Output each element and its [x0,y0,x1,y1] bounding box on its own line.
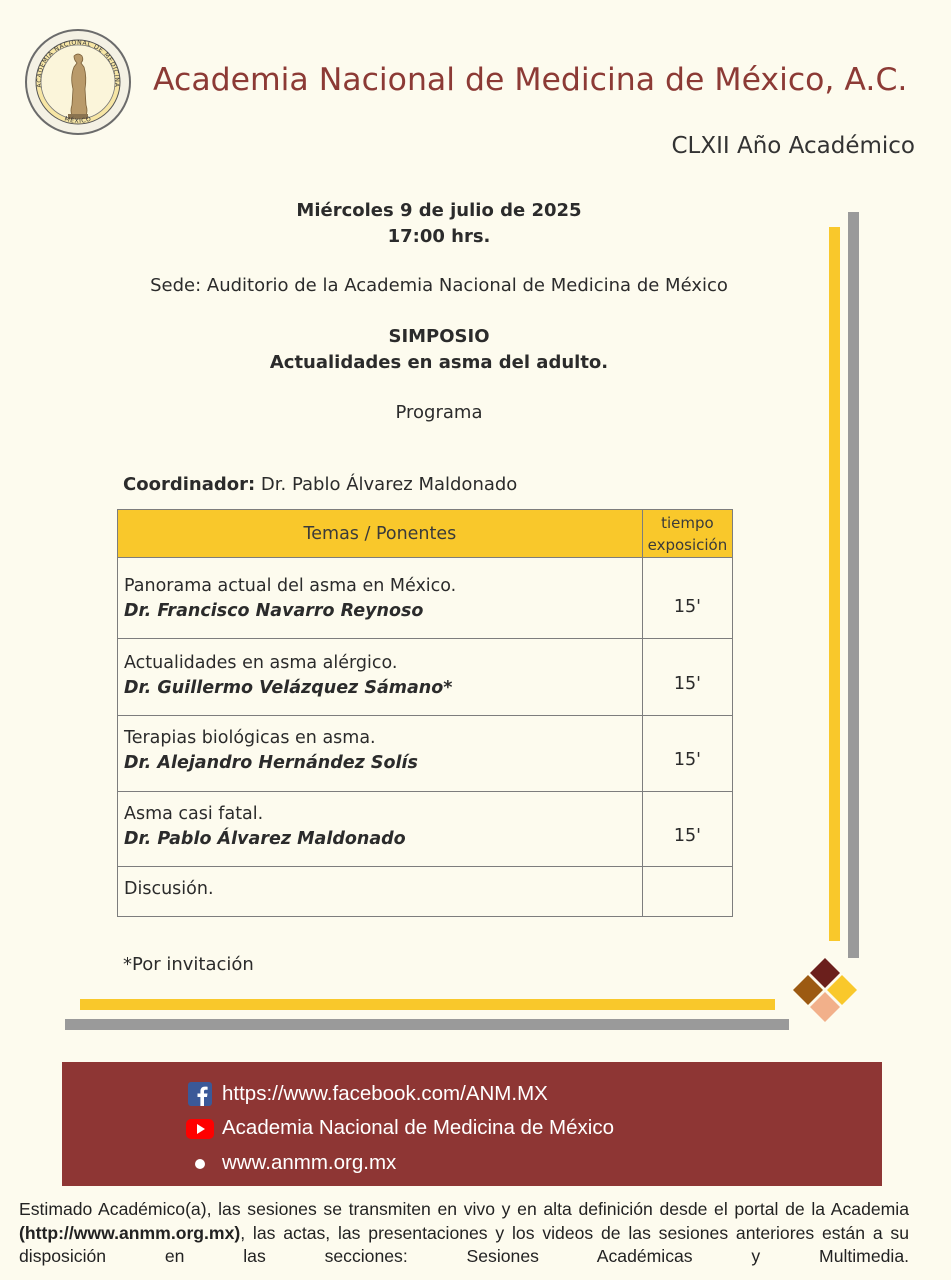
coordinator-label: Coordinador: [123,474,256,495]
facebook-icon [188,1082,212,1106]
event-title: Actualidades en asma del adulto. [269,352,609,373]
time-value: 15' [673,674,701,694]
footer-notice [19,1198,909,1269]
table-row [118,558,733,639]
website-link[interactable]: www.anmm.org.mx [222,1151,397,1174]
facebook-link[interactable]: https://www.facebook.com/ANM.MX [222,1082,548,1105]
yellow-vertical-bar [829,227,840,941]
event-venue: Sede: Auditorio de la Academia Nacional de Medicina de México [150,275,728,296]
coordinator [123,474,517,495]
invitation-note: *Por invitación [123,954,254,975]
topic-cell [118,639,643,716]
organization-title: Academia Nacional de Medicina de México, A.C. [153,62,908,98]
academy-logo [24,28,132,136]
academic-year: CLXII Año Académico [671,133,915,159]
event-time: 17:00 hrs. [387,226,491,247]
time-cell [642,716,732,792]
speaker-name: Dr. Francisco Navarro Reynoso [124,601,424,621]
statue-seal-icon [24,28,132,136]
time-value: 15' [673,750,701,770]
header-time [642,510,732,558]
header-time-line1: tiempo [661,513,714,532]
table-row [118,716,733,792]
coordinator-name: Dr. Pablo Álvarez Maldonado [260,474,518,495]
table-header-row [118,510,733,558]
event-date: Miércoles 9 de julio de 2025 [296,200,582,221]
program-label: Programa [395,402,483,423]
topic-cell [118,792,643,867]
topic-title: Discusión. [124,879,214,899]
gray-horizontal-bar [65,1019,789,1030]
youtube-icon [186,1119,214,1139]
gray-vertical-bar [848,212,859,958]
footer-text-before: Estimado Académico(a), las sesiones se transmiten en vivo y en alta definición desde el portal de la Academia [19,1199,909,1219]
speaker-name: Dr. Pablo Álvarez Maldonado [124,829,406,849]
time-cell [642,639,732,716]
time-value: 15' [673,597,701,617]
program-table [117,509,733,917]
footer-link[interactable]: (http://www.anmm.org.mx) [19,1222,241,1243]
time-cell [642,558,732,639]
logo-ring-text: ACADEMIA NACIONAL DE MEDICINA [35,39,121,88]
youtube-channel[interactable]: Academia Nacional de Medicina de México [222,1116,614,1139]
table-row [118,639,733,716]
topic-title: Asma casi fatal. [124,804,264,824]
topic-cell [118,716,643,792]
header-topics: Temas / Ponentes [118,510,643,558]
speaker-name: Dr. Alejandro Hernández Solís [124,753,418,773]
topic-title: Terapias biológicas en asma. [124,728,376,748]
yellow-horizontal-bar [80,999,775,1010]
logo-bottom-text: MÉXICO [63,115,93,125]
social-banner [62,1062,882,1186]
footer-text-after: , las actas, las presentaciones y los videos de las sesiones anteriores están a su disposición en las secciones: Sesiones Académicas y Multimedia. [19,1222,909,1266]
header-time-line2: exposición [647,535,728,554]
time-cell [642,792,732,867]
time-cell [642,867,732,917]
topic-cell [118,558,643,639]
topic-title: Actualidades en asma alérgico. [124,653,398,673]
bullet-icon [194,1158,206,1170]
decorative-diamonds-icon [790,956,860,1026]
topic-title: Panorama actual del asma en México. [124,576,457,596]
time-value: 15' [673,826,701,846]
table-row [118,792,733,867]
speaker-name: Dr. Guillermo Velázquez Sámano* [124,678,453,698]
event-type: SIMPOSIO [388,326,490,347]
table-row [118,867,733,917]
topic-cell [118,867,643,917]
